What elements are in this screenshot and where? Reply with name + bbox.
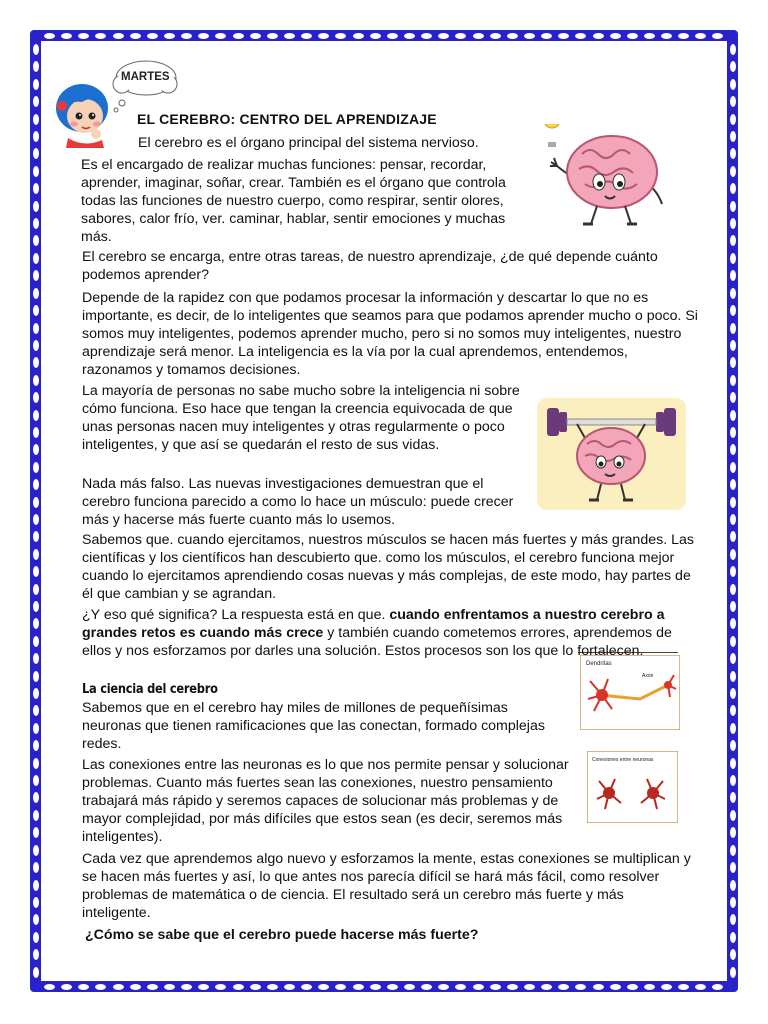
closing-question: ¿Cómo se sabe que el cerebro puede hacerse más fuerte? <box>85 927 479 943</box>
neuron-dendrites-label: Dendritas <box>586 661 612 667</box>
neuron-connections-diagram <box>587 751 678 823</box>
paragraph-8-emphasis: cuando enfrentamos a nuestro cerebro a grandes retos es cuando más crece <box>82 607 665 641</box>
paragraph-9: Sabemos que en el cerebro hay miles de millones de pequeñísimas neuronas que tienen ramificaciones que las conectan, formado complejas redes. <box>82 700 545 752</box>
page-title: EL CEREBRO: CENTRO DEL APRENDIZAJE <box>137 111 437 127</box>
brain-weightlifting-illustration <box>537 398 686 510</box>
paragraph-5: La mayoría de personas no sabe mucho sobre la inteligencia ni sobre cómo funciona. Eso hace que tengan la creencia equivocada de que unas personas nacen muy inteligentes y otras regularmente o poco inteligentes, y que así se quedarán el resto de sus vidas. <box>82 383 520 453</box>
section-heading: La ciencia del cerebro <box>82 682 218 697</box>
paragraph-3: El cerebro se encarga, entre otras tareas, de nuestro aprendizaje, ¿de qué depende cuánto podemos aprender? <box>82 249 658 283</box>
paragraph-1: El cerebro es el órgano principal del sistema nervioso. <box>138 135 479 151</box>
paragraph-11: Cada vez que aprendemos algo nuevo y esforzamos la mente, estas conexiones se multiplican y se hacen más fuertes y así, lo que antes nos parecía difícil se hará más fácil, como resolver problemas de matemática o de ciencia. El resultado será un cerebro más fuerte y más inteligente. <box>82 851 691 921</box>
paragraph-4: Depende de la rapidez con que podamos procesar la información y descartar lo que no es importante, es decir, de lo inteligentes que seamos para que podamos aprender mucho o poco. Si somos muy inteligentes, podemos aprender mucho, pero si no somos muy inteligentes, nuestro aprendizaje será menor. La inteligencia es la vía por la cual aprendemos, entendemos, razonamos y tomamos decisiones. <box>82 290 698 378</box>
paragraph-2: Es el encargado de realizar muchas funciones: pensar, recordar, aprender, imaginar, soñar, crear. También es el órgano que controla todas las funciones de nuestro cuerpo, como respirar, sentir olores, sabores, calor frío, ver. caminar, hablar, sentir emociones y muchas más. <box>81 157 506 245</box>
day-label: MARTES <box>121 71 170 83</box>
neuron-axon-label: Axón <box>642 673 654 679</box>
brain-idea-illustration <box>527 124 677 232</box>
paragraph-10: Las conexiones entre las neuronas es lo que nos permite pensar y solucionar problemas. Cuanto más fuertes sean las conexiones, nuestro pensamiento trabajará más rápido y seremos capaces de solucionar más problemas y de mayor complejidad, por más difíciles que estos sean (es decir, seremos más inteligentes). <box>82 757 569 845</box>
paragraph-8: ¿Y eso qué significa? La respuesta está en que. cuando enfrentamos a nuestro cerebro a grandes retos es cuando más crece y también cuando cometemos errores, aprendemos de ellos y nos esforzamos por darles una solución. Estos procesos son los que lo fortalecen. <box>82 607 672 659</box>
paragraph-7: Sabemos que. cuando ejercitamos, nuestros músculos se hacen más fuertes y más grandes. Las científicas y los científicos han descubierto que. como los músculos, el cerebro funciona mejor cuando lo ejercitamos aprendiendo cosas nuevas y más complejas, de este modo, hay partes de él que cambian y se agrandan. <box>82 532 694 602</box>
connections-caption: Conexiones entre neuronas <box>592 757 654 763</box>
paragraph-6: Nada más falso. Las nuevas investigaciones demuestran que el cerebro funciona parecido a como lo hace un músculo: puede crecer más y hacerse más fuerte cuanto más lo usemos. <box>82 476 514 528</box>
neuron-diagram <box>580 655 680 730</box>
